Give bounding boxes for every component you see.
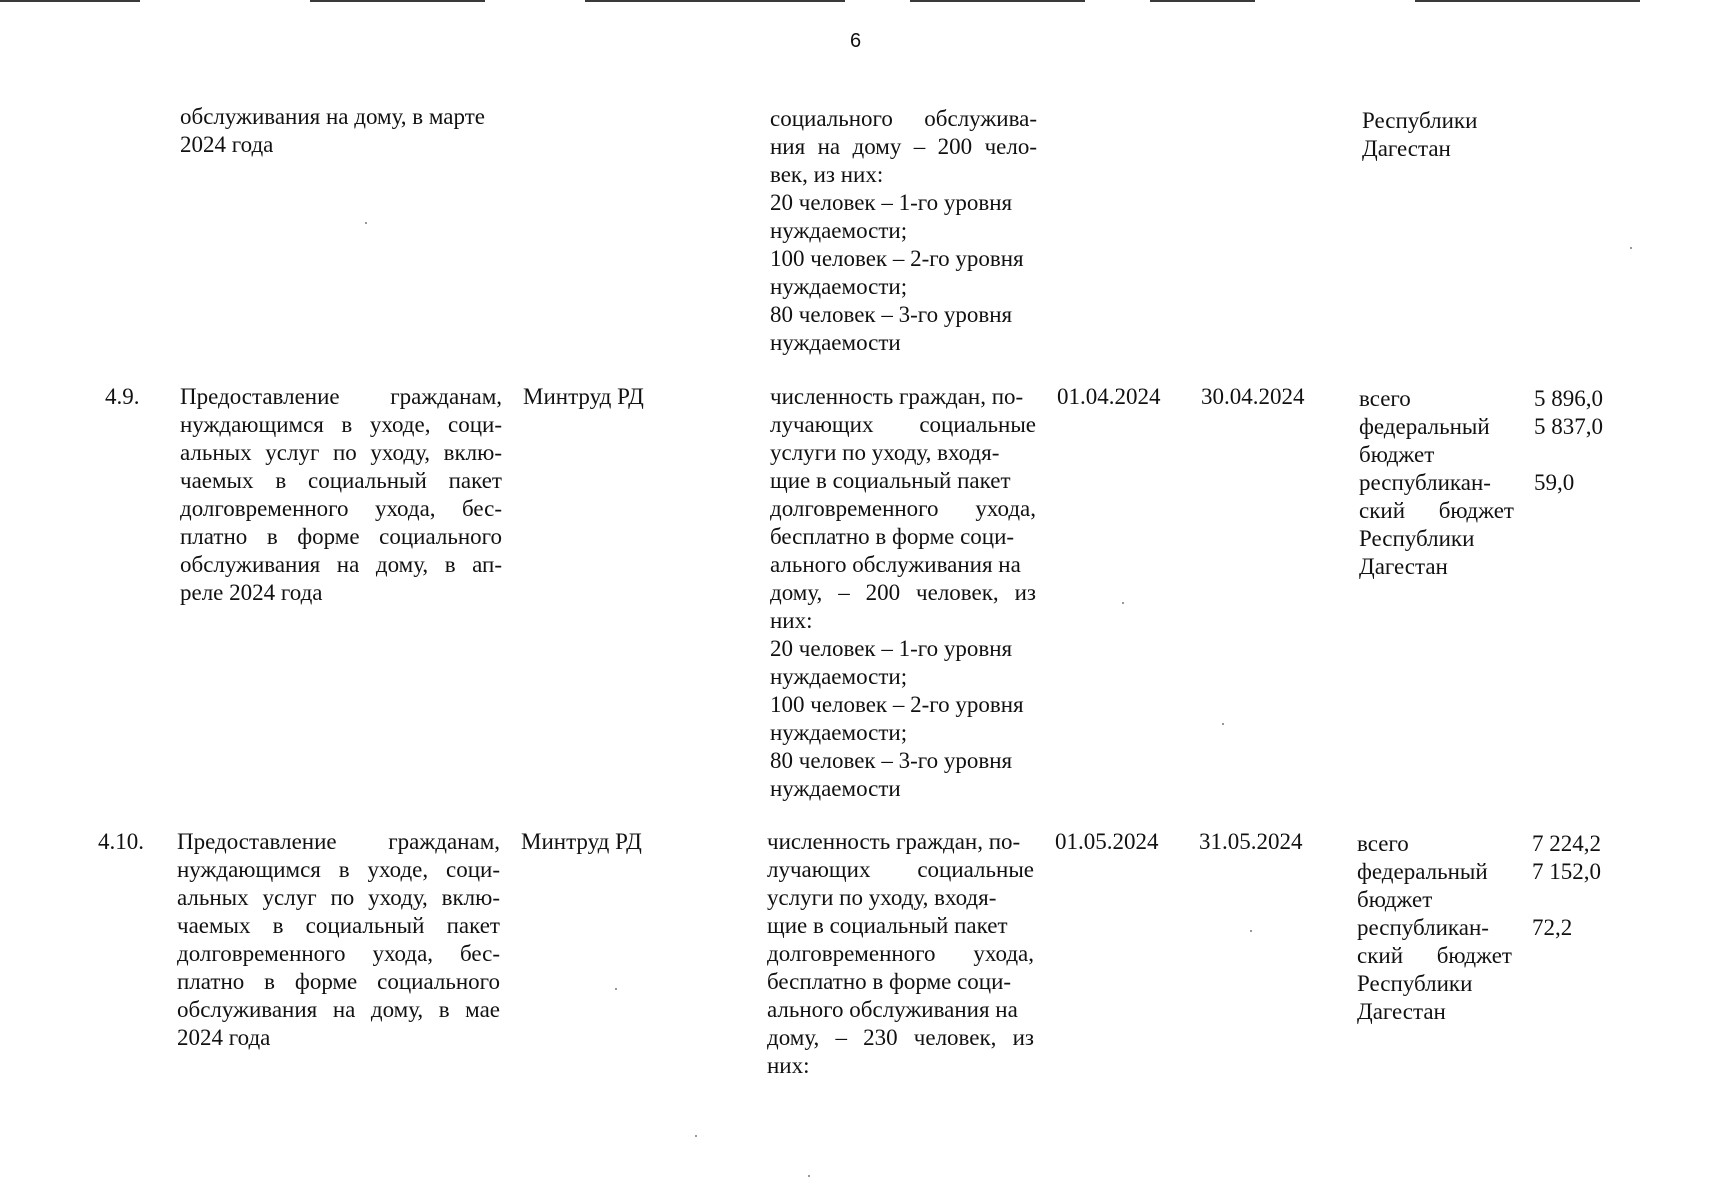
row-result-line: них: [767,1053,810,1078]
row-result-line: бесплатно в форме соци- [767,969,1012,994]
row-result-line: численность граждан, по- [767,829,1021,854]
scan-edge-mark [310,0,485,2]
row-result-line: ального обслуживания на [770,552,1021,577]
row-source-line: Дагестан [1357,999,1446,1024]
cont-source-line: Республики [1362,108,1478,133]
scan-edge-mark [0,0,140,2]
row-result-line: нуждаемости [770,776,901,801]
row-result-line: лучающих социальные [767,857,1034,882]
scan-speck [615,988,617,990]
cont-result-line: 20 человек – 1-го уровня [770,190,1013,215]
cont-name-line: 2024 года [180,132,274,157]
row-amount-total: 5 896,0 [1534,386,1603,411]
row-source-line: федеральный [1359,414,1490,439]
cont-result-line: нуждаемости; [770,218,908,243]
row-name-line: Предоставление гражданам, [177,829,500,854]
row-name-line: чаемых в социальный пакет [177,913,500,938]
row-amount-republic: 59,0 [1534,470,1575,495]
row-result-line: нуждаемости; [770,720,908,745]
row-name-line: реле 2024 года [180,580,323,605]
row-source-line: Республики [1357,971,1473,996]
scan-speck [808,1175,810,1177]
row-result-line: 20 человек – 1-го уровня [770,636,1013,661]
row-end-date: 31.05.2024 [1199,829,1303,854]
scan-edge-mark [1150,0,1255,2]
row-name-line: долговременного ухода, бес- [180,496,502,521]
scan-speck [365,222,367,224]
scan-speck [1630,247,1632,249]
row-result-line: долговременного ухода, [770,496,1036,521]
cont-result-cell [770,105,1037,357]
row-source-line: ский бюджет [1357,943,1512,968]
row-name-line: альных услуг по уходу, вклю- [180,440,502,465]
row-result-line: ального обслуживания на [767,997,1018,1022]
row-executor: Минтруд РД [523,384,644,409]
row-name-line: 2024 года [177,1025,271,1050]
row-result-cell [770,383,1036,803]
row-name-line: нуждающимся в уходе, соци- [180,412,502,437]
row-result-line: них: [770,608,813,633]
row-name-line: чаемых в социальный пакет [180,468,502,493]
scan-edge-mark [1415,0,1640,2]
row-amount-republic: 72,2 [1532,915,1573,940]
row-executor: Минтруд РД [521,829,642,854]
page-number: 6 [849,30,862,52]
row-result-line: нуждаемости; [770,664,908,689]
cont-result-line: нуждаемости; [770,274,908,299]
row-start-date: 01.05.2024 [1055,829,1159,854]
row-name-line: обслуживания на дому, в ап- [180,552,502,577]
cont-result-line: ния на дому – 200 чело- [770,134,1037,159]
row-result-line: дому, – 230 человек, из [767,1025,1034,1050]
scan-edge-mark [585,0,845,2]
cont-result-line: нуждаемости [770,330,901,355]
row-source-line: ский бюджет [1359,498,1514,523]
cont-result-line: социального обслужива- [770,106,1037,131]
row-name-line: альных услуг по уходу, вклю- [177,885,500,910]
scan-speck [1222,723,1224,725]
scan-speck [695,1135,697,1137]
row-source-line: всего [1359,386,1411,411]
cont-name-line: обслуживания на дому, в марте [180,104,485,129]
row-result-cell [767,828,1034,1080]
cont-result-line: 80 человек – 3-го уровня [770,302,1013,327]
row-amount-federal: 5 837,0 [1534,414,1603,439]
row-name-cell [180,383,502,607]
row-amount-total: 7 224,2 [1532,831,1601,856]
row-name-line: нуждающимся в уходе, соци- [177,857,500,882]
row-start-date: 01.04.2024 [1057,384,1161,409]
row-result-line: лучающих социальные [770,412,1036,437]
cont-source-cell [1362,107,1522,163]
row-name-line: долговременного ухода, бес- [177,941,500,966]
row-source-line: бюджет [1359,442,1435,467]
scan-edge-mark [910,0,1085,2]
row-name-line: обслуживания на дому, в мае [177,997,500,1022]
row-number: 4.10. [98,829,144,854]
row-source-cell [1357,830,1512,1026]
row-name-cell [177,828,500,1052]
row-result-line: бесплатно в форме соци- [770,524,1015,549]
row-result-line: 100 человек – 2-го уровня [770,692,1024,717]
row-result-line: 80 человек – 3-го уровня [770,748,1013,773]
row-source-line: Дагестан [1359,554,1448,579]
scan-speck [1122,602,1124,604]
cont-result-line: век, из них: [770,162,884,187]
row-result-line: долговременного ухода, [767,941,1034,966]
row-result-line: услуги по уходу, входя- [770,440,1000,465]
row-source-line: республикан- [1357,915,1489,940]
row-name-line: платно в форме социального [177,969,500,994]
row-end-date: 30.04.2024 [1201,384,1305,409]
row-result-line: щие в социальный пакет [767,913,1008,938]
row-result-line: щие в социальный пакет [770,468,1011,493]
row-name-line: платно в форме социального [180,524,502,549]
row-number: 4.9. [105,384,140,409]
row-source-line: Республики [1359,526,1475,551]
row-source-line: всего [1357,831,1409,856]
scan-speck [1250,930,1252,932]
row-name-line: Предоставление гражданам, [180,384,502,409]
cont-source-line: Дагестан [1362,136,1451,161]
row-result-line: услуги по уходу, входя- [767,885,997,910]
cont-result-line: 100 человек – 2-го уровня [770,246,1024,271]
row-source-line: республикан- [1359,470,1491,495]
row-result-line: численность граждан, по- [770,384,1024,409]
row-source-cell [1359,385,1514,581]
row-source-line: бюджет [1357,887,1433,912]
row-amount-federal: 7 152,0 [1532,859,1601,884]
row-source-line: федеральный [1357,859,1488,884]
cont-name-cell [180,103,510,159]
row-result-line: дому, – 200 человек, из [770,580,1036,605]
